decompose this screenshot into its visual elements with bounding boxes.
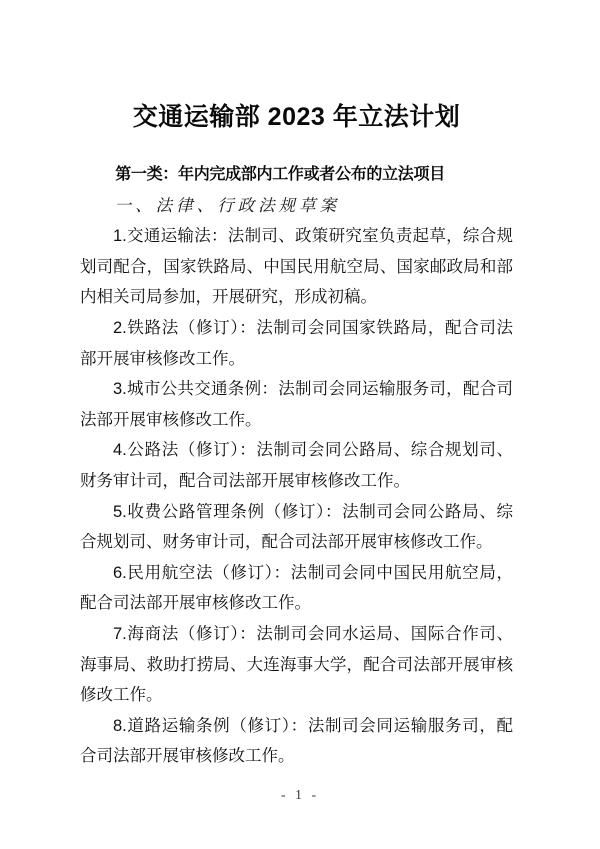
document-content [80,0,513,772]
subsection-heading: 一、法律、行政法规草案 [114,195,341,215]
body-paragraph: 1.交通运输法：法制司、政策研究室负责起草，综合规划司配合，国家铁路局、中国民用航空局、国家邮政局和部内相关司局参加，开展研究，形成初稿。 [80,227,513,307]
body-paragraph: 8.道路运输条例（修订）：法制司会同运输服务司，配合司法部开展审核修改工作。 [80,716,513,766]
body-paragraph: 5.收费公路管理条例（修订）：法制司会同公路局、综合规划司、财务审计司，配合司法部开展审核修改工作。 [80,502,513,552]
section-heading: 第一类：年内完成部内工作或者公布的立法项目 [115,166,445,183]
body-paragraph: 6.民用航空法（修订）：法制司会同中国民用航空局，配合司法部开展审核修改工作。 [80,563,513,613]
body-paragraph: 4.公路法（修订）：法制司会同公路局、综合规划司、财务审计司，配合司法部开展审核修改工作。 [80,441,513,490]
body-paragraph: 7.海商法（修订）：法制司会同水运局、国际合作司、海事局、救助打捞局、大连海事大学，配合司法部开展审核修改工作。 [80,624,513,705]
body-paragraph: 2.铁路法（修订）：法制司会同国家铁路局，配合司法部开展审核修改工作。 [80,318,513,368]
document-title: 交通运输部 2023 年立法计划 [132,103,461,131]
page-number: - 1 - [280,788,320,803]
body-paragraph: 3.城市公共交通条例：法制司会同运输服务司，配合司法部开展审核修改工作。 [80,380,513,429]
document-body [80,221,513,772]
